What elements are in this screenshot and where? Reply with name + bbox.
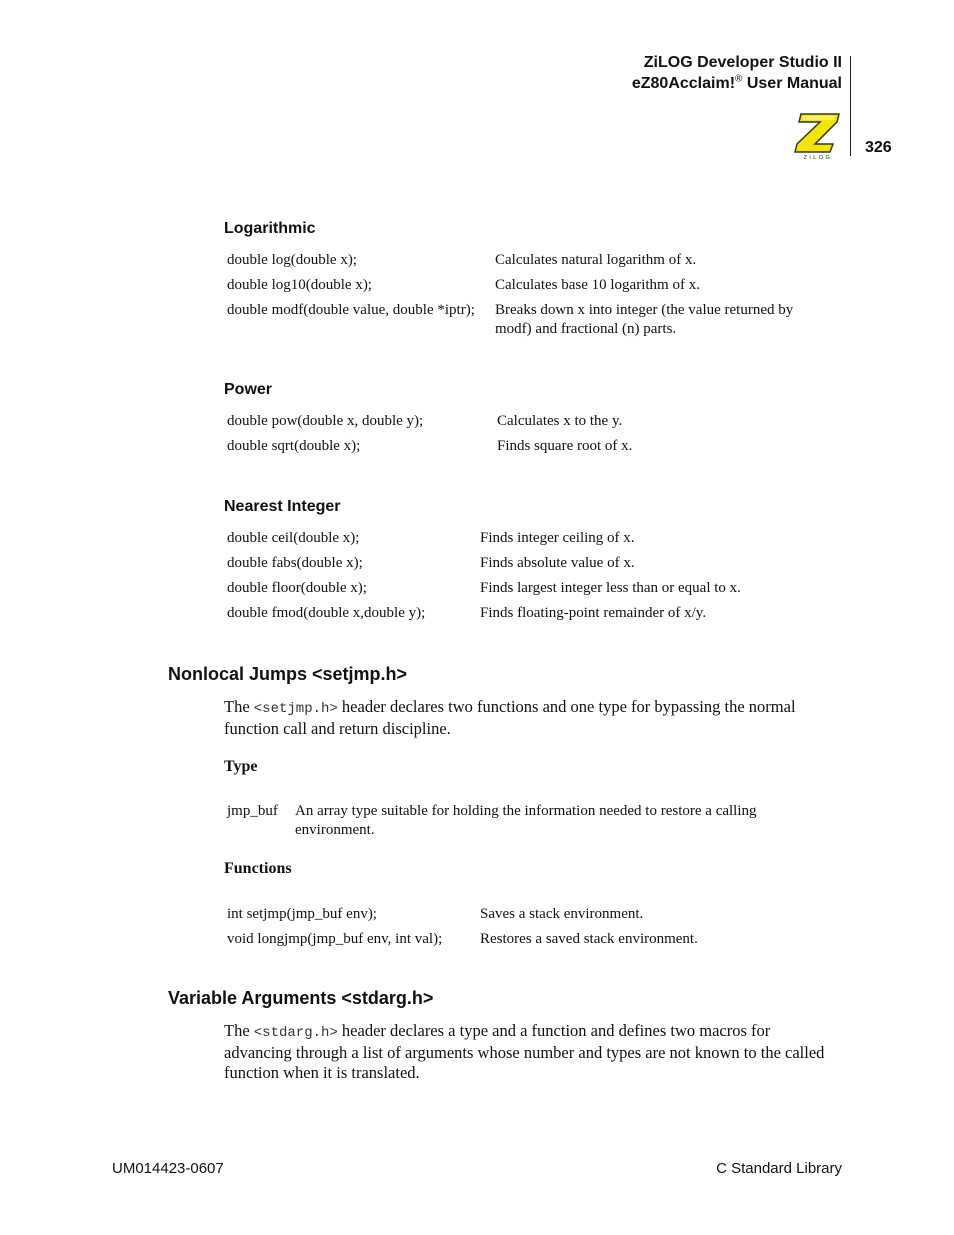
type-description-continued: environment. (295, 822, 375, 838)
header-manual: User Manual (742, 75, 842, 92)
function-description: Finds integer ceiling of x. (480, 530, 635, 546)
registered-mark: ® (735, 73, 743, 85)
paragraph-line (224, 1021, 824, 1043)
zilog-logo-icon (793, 112, 843, 160)
header-line-2 (632, 73, 842, 94)
function-signature: double fabs(double x); (227, 555, 363, 571)
power-heading: Power (224, 381, 273, 398)
function-description: Saves a stack environment. (480, 906, 644, 922)
header-product: eZ80Acclaim! (631, 75, 736, 92)
page-number: 326 (865, 139, 892, 156)
document-id: UM014423-0607 (112, 1160, 224, 1177)
nonlocal-paragraph (224, 697, 796, 739)
function-signature: double floor(double x); (227, 580, 367, 596)
nearest-integer-heading: Nearest Integer (224, 498, 341, 515)
nonlocal-jumps-heading: Nonlocal Jumps <setjmp.h> (168, 664, 408, 684)
paragraph-line: advancing through a list of arguments whose number and types are not known to the called (224, 1043, 825, 1062)
function-signature: double fmod(double x,double y); (227, 605, 426, 621)
chapter-title: C Standard Library (716, 1160, 842, 1177)
function-description: Calculates base 10 logarithm of x. (495, 277, 700, 293)
type-heading: Type (224, 758, 258, 775)
document-header (632, 52, 842, 94)
function-signature: double pow(double x, double y); (227, 413, 424, 429)
header-divider (850, 56, 851, 156)
functions-heading: Functions (224, 860, 292, 877)
variable-paragraph (224, 1021, 824, 1083)
variable-arguments-heading: Variable Arguments <stdarg.h> (168, 988, 434, 1008)
type-description: An array type suitable for holding the information needed to restore a calling (295, 803, 757, 819)
function-description-continued: modf) and fractional (n) parts. (495, 321, 677, 337)
function-description: Finds floating-point remainder of x/y. (480, 605, 707, 621)
function-description: Calculates natural logarithm of x. (495, 252, 697, 268)
paragraph-text: The (224, 1021, 254, 1040)
function-description: Breaks down x into integer (the value returned by (495, 302, 794, 318)
paragraph-text: header declares a type and a function and defines two macros for (337, 1021, 771, 1040)
paragraph-text: The (224, 697, 254, 716)
logarithmic-heading: Logarithmic (224, 220, 316, 237)
function-signature: double modf(double value, double *iptr); (227, 302, 475, 318)
function-signature: int setjmp(jmp_buf env); (227, 906, 377, 922)
function-signature: double sqrt(double x); (227, 438, 361, 454)
paragraph-line: function call and return discipline. (224, 719, 451, 738)
function-description: Restores a saved stack environment. (480, 931, 698, 947)
svg-text:ZiLOG: ZiLOG (803, 155, 833, 160)
function-signature: void longjmp(jmp_buf env, int val); (227, 931, 443, 947)
function-description: Finds largest integer less than or equal to x. (480, 580, 741, 596)
function-signature: double ceil(double x); (227, 530, 360, 546)
function-description: Calculates x to the y. (497, 413, 623, 429)
header-file-code: <stdarg.h> (253, 1025, 338, 1041)
type-name: jmp_buf (227, 803, 278, 819)
header-line-1: ZiLOG Developer Studio II (643, 54, 842, 71)
header-file-code: <setjmp.h> (253, 701, 338, 717)
function-description: Finds square root of x. (497, 438, 633, 454)
paragraph-line: function when it is translated. (224, 1063, 420, 1082)
function-signature: double log10(double x); (227, 277, 372, 293)
paragraph-text: header declares two functions and one type for bypassing the normal (337, 697, 796, 716)
function-description: Finds absolute value of x. (480, 555, 635, 571)
paragraph-line (224, 697, 796, 719)
function-signature: double log(double x); (227, 252, 357, 268)
